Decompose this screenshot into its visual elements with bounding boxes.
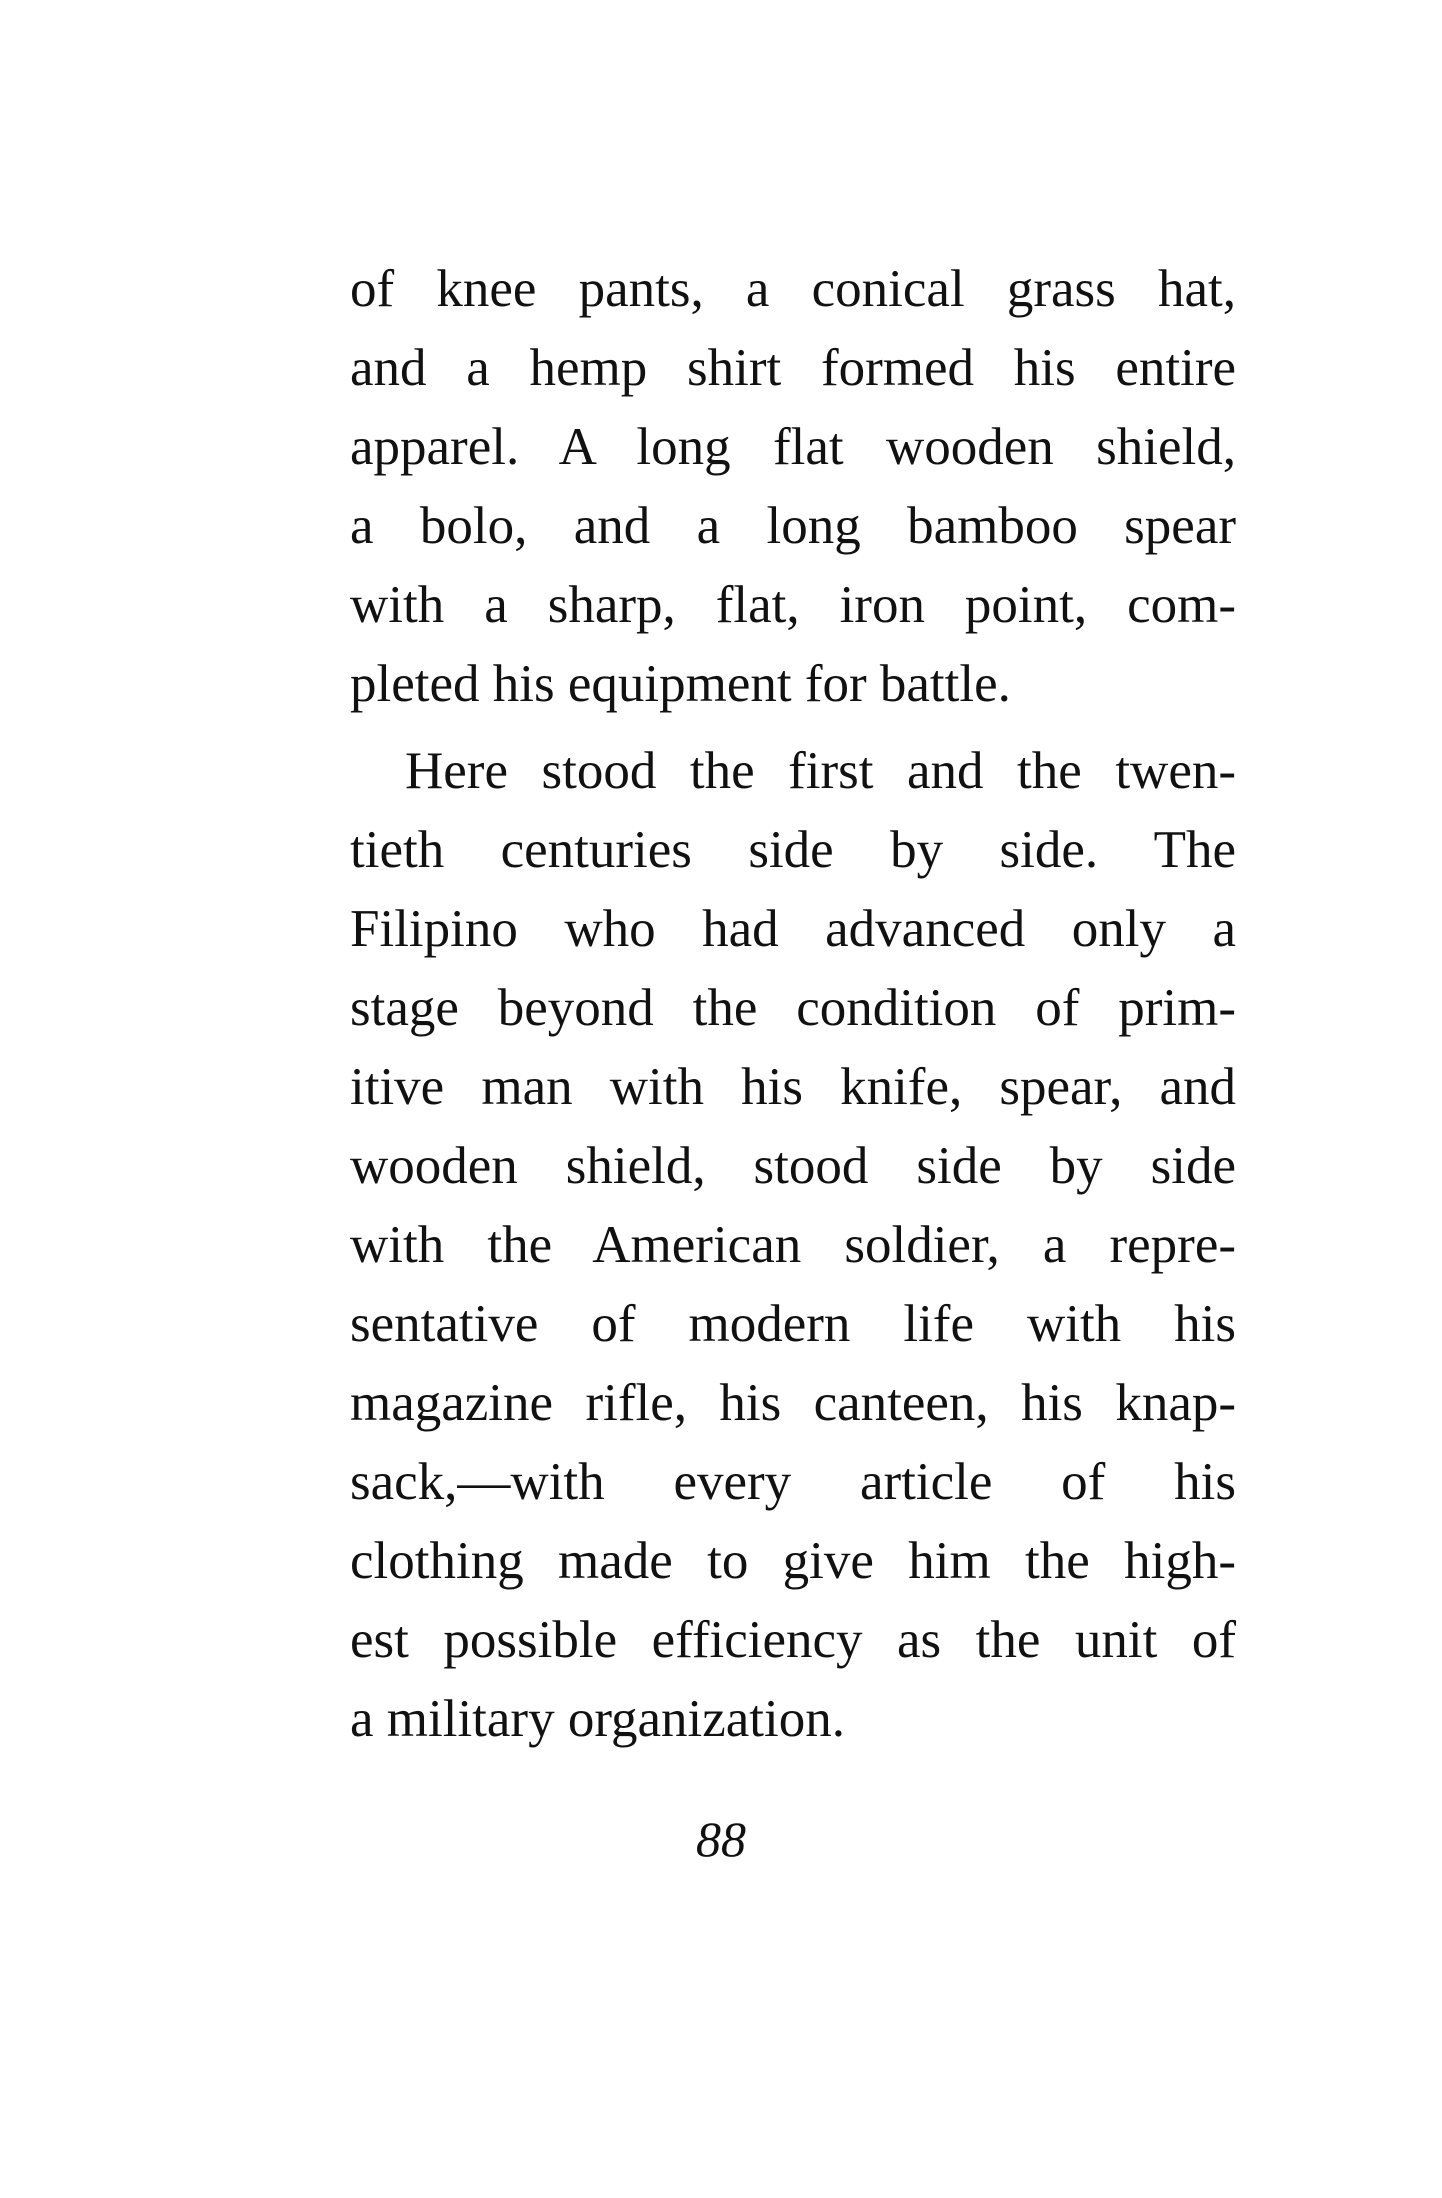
text-line: clothing made to give him the high- bbox=[350, 1532, 1236, 1590]
text-line: and a hemp shirt formed his entire bbox=[350, 339, 1236, 397]
text-line: apparel. A long flat wooden shield, bbox=[350, 418, 1236, 476]
text-line: Here stood the first and the twen- bbox=[405, 742, 1236, 800]
paragraph-1 bbox=[350, 250, 1236, 724]
text-line: with the American soldier, a repre- bbox=[350, 1216, 1236, 1274]
page-number: 88 bbox=[696, 1811, 746, 1867]
text-line: a military organization. bbox=[350, 1690, 846, 1748]
text-line: tieth centuries side by side. The bbox=[350, 821, 1236, 879]
text-line: Filipino who had advanced only a bbox=[350, 900, 1236, 958]
text-line: magazine rifle, his canteen, his knap- bbox=[350, 1374, 1236, 1432]
text-line: itive man with his knife, spear, and bbox=[350, 1058, 1236, 1116]
text-line: wooden shield, stood side by side bbox=[350, 1137, 1236, 1195]
text-line: sack,—with every article of his bbox=[350, 1453, 1236, 1511]
text-line: of knee pants, a conical grass hat, bbox=[350, 260, 1236, 318]
text-line: pleted his equipment for battle. bbox=[350, 655, 1011, 713]
text-line: sentative of modern life with his bbox=[350, 1295, 1236, 1353]
text-line: with a sharp, flat, iron point, com- bbox=[350, 576, 1236, 634]
text-line: stage beyond the condition of prim- bbox=[350, 979, 1236, 1037]
body-text bbox=[350, 250, 1236, 1759]
text-line: est possible efficiency as the unit of bbox=[350, 1611, 1236, 1669]
paragraph-2 bbox=[350, 732, 1236, 1759]
text-line: a bolo, and a long bamboo spear bbox=[350, 497, 1236, 555]
